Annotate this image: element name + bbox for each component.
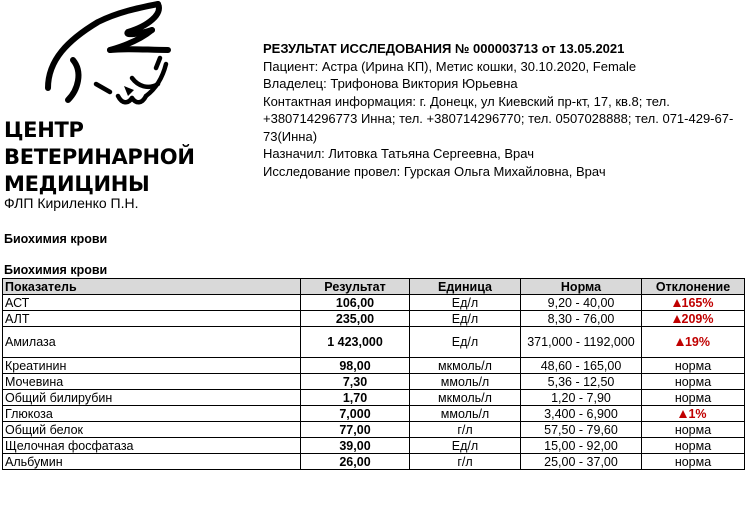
cell-indicator: Креатинин xyxy=(3,358,301,374)
cell-result: 7,30 xyxy=(301,374,410,390)
clinic-name xyxy=(4,117,195,198)
cell-unit: г/л xyxy=(410,454,521,470)
cell-result: 77,00 xyxy=(301,422,410,438)
table-row xyxy=(3,374,745,390)
table-row xyxy=(3,390,745,406)
cell-norm: 15,00 - 92,00 xyxy=(521,438,642,454)
cell-indicator: Альбумин xyxy=(3,454,301,470)
cell-deviation xyxy=(642,311,745,327)
table-row xyxy=(3,327,745,358)
cell-deviation: норма xyxy=(642,390,745,406)
patient-info: Пациент: Астра (Ирина КП), Метис кошки, 30.10.2020, Female xyxy=(263,58,637,74)
table-row xyxy=(3,295,745,311)
header-unit: Единица xyxy=(410,279,521,295)
section-title: Биохимия крови xyxy=(4,232,108,246)
table-row xyxy=(3,406,745,422)
cell-unit: Ед/л xyxy=(410,438,521,454)
cell-unit: г/л xyxy=(410,422,521,438)
header-indicator: Показатель xyxy=(3,279,301,295)
cell-deviation: норма xyxy=(642,374,745,390)
clinic-name-line: МЕДИЦИНЫ xyxy=(4,172,150,196)
cell-norm: 25,00 - 37,00 xyxy=(521,454,642,470)
arrow-up-icon xyxy=(673,299,681,307)
clinic-name-line: ЦЕНТР xyxy=(4,118,84,142)
owner-info: Владелец: Трифонова Виктория Юрьевна xyxy=(263,76,518,91)
deviation-value: 19% xyxy=(684,335,711,349)
clinic-name-line: ВЕТЕРИНАРНОЙ xyxy=(4,145,195,169)
cell-norm: 1,20 - 7,90 xyxy=(521,390,642,406)
arrow-up-icon xyxy=(679,410,687,418)
header-deviation: Отклонение xyxy=(642,279,745,295)
cell-result: 1,70 xyxy=(301,390,410,406)
cell-deviation: норма xyxy=(642,358,745,374)
cell-indicator: Общий билирубин xyxy=(3,390,301,406)
cell-result: 26,00 xyxy=(301,454,410,470)
cell-unit: Ед/л xyxy=(410,327,521,358)
header-norm: Норма xyxy=(521,279,642,295)
table-row xyxy=(3,454,745,470)
cell-indicator: Мочевина xyxy=(3,374,301,390)
report-title: РЕЗУЛЬТАТ ИССЛЕДОВАНИЯ № 000003713 от 13.05.2021 xyxy=(263,41,625,56)
arrow-up-icon xyxy=(676,338,684,346)
arrow-up-icon xyxy=(673,315,681,323)
cell-deviation xyxy=(642,295,745,311)
cell-result: 7,000 xyxy=(301,406,410,422)
cell-indicator: Амилаза xyxy=(3,327,301,358)
cell-unit: Ед/л xyxy=(410,311,521,327)
cell-norm: 9,20 - 40,00 xyxy=(521,295,642,311)
cell-deviation: норма xyxy=(642,438,745,454)
cell-norm: 3,400 - 6,900 xyxy=(521,406,642,422)
cell-norm: 5,36 - 12,50 xyxy=(521,374,642,390)
cell-deviation: норма xyxy=(642,422,745,438)
cell-indicator: АЛТ xyxy=(3,311,301,327)
table-row xyxy=(3,311,745,327)
cell-norm: 48,60 - 165,00 xyxy=(521,358,642,374)
deviation-value: 165% xyxy=(681,295,714,310)
cell-result: 98,00 xyxy=(301,358,410,374)
performed-by: Исследование провел: Гурская Ольга Михайловна, Врач xyxy=(263,163,606,179)
cell-norm: 8,30 - 76,00 xyxy=(521,311,642,327)
deviation-value: 209% xyxy=(681,311,714,326)
cell-unit: мкмоль/л xyxy=(410,390,521,406)
table-title: Биохимия крови xyxy=(4,263,108,277)
cell-deviation: норма xyxy=(642,454,745,470)
table-header-row xyxy=(3,279,745,295)
cell-result: 106,00 xyxy=(301,295,410,311)
assigned-by: Назначил: Литовка Татьяна Сергеевна, Врач xyxy=(263,146,534,161)
cell-result: 1 423,000 xyxy=(301,327,410,358)
cell-unit: ммоль/л xyxy=(410,374,521,390)
deviation-value: 1% xyxy=(688,406,707,421)
cell-indicator: Глюкоза xyxy=(3,406,301,422)
cell-unit: Ед/л xyxy=(410,295,521,311)
cell-indicator: Общий белок xyxy=(3,422,301,438)
cell-norm: 57,50 - 79,60 xyxy=(521,422,642,438)
contact-info: Контактная информация: г. Донецк, ул Киевский пр-кт, 17, кв.8; тел. +380714296773 Инна; тел. +380714296770; тел. 0507028888; тел. 071-429-67-73(Инна) xyxy=(263,93,734,144)
table-row xyxy=(3,438,745,454)
table-row xyxy=(3,422,745,438)
cell-result: 39,00 xyxy=(301,438,410,454)
cell-norm: 371,000 - 1192,000 xyxy=(521,327,642,358)
header-result: Результат xyxy=(301,279,410,295)
results-table xyxy=(2,278,745,470)
cell-indicator: АСТ xyxy=(3,295,301,311)
cell-result: 235,00 xyxy=(301,311,410,327)
table-row xyxy=(3,358,745,374)
cell-indicator: Щелочная фосфатаза xyxy=(3,438,301,454)
report-header xyxy=(263,40,743,180)
cell-unit: мкмоль/л xyxy=(410,358,521,374)
hand-cat-icon xyxy=(28,0,188,118)
cell-deviation xyxy=(642,327,745,358)
clinic-owner: ФЛП Кириленко П.Н. xyxy=(4,195,139,211)
cell-deviation xyxy=(642,406,745,422)
cell-unit: ммоль/л xyxy=(410,406,521,422)
